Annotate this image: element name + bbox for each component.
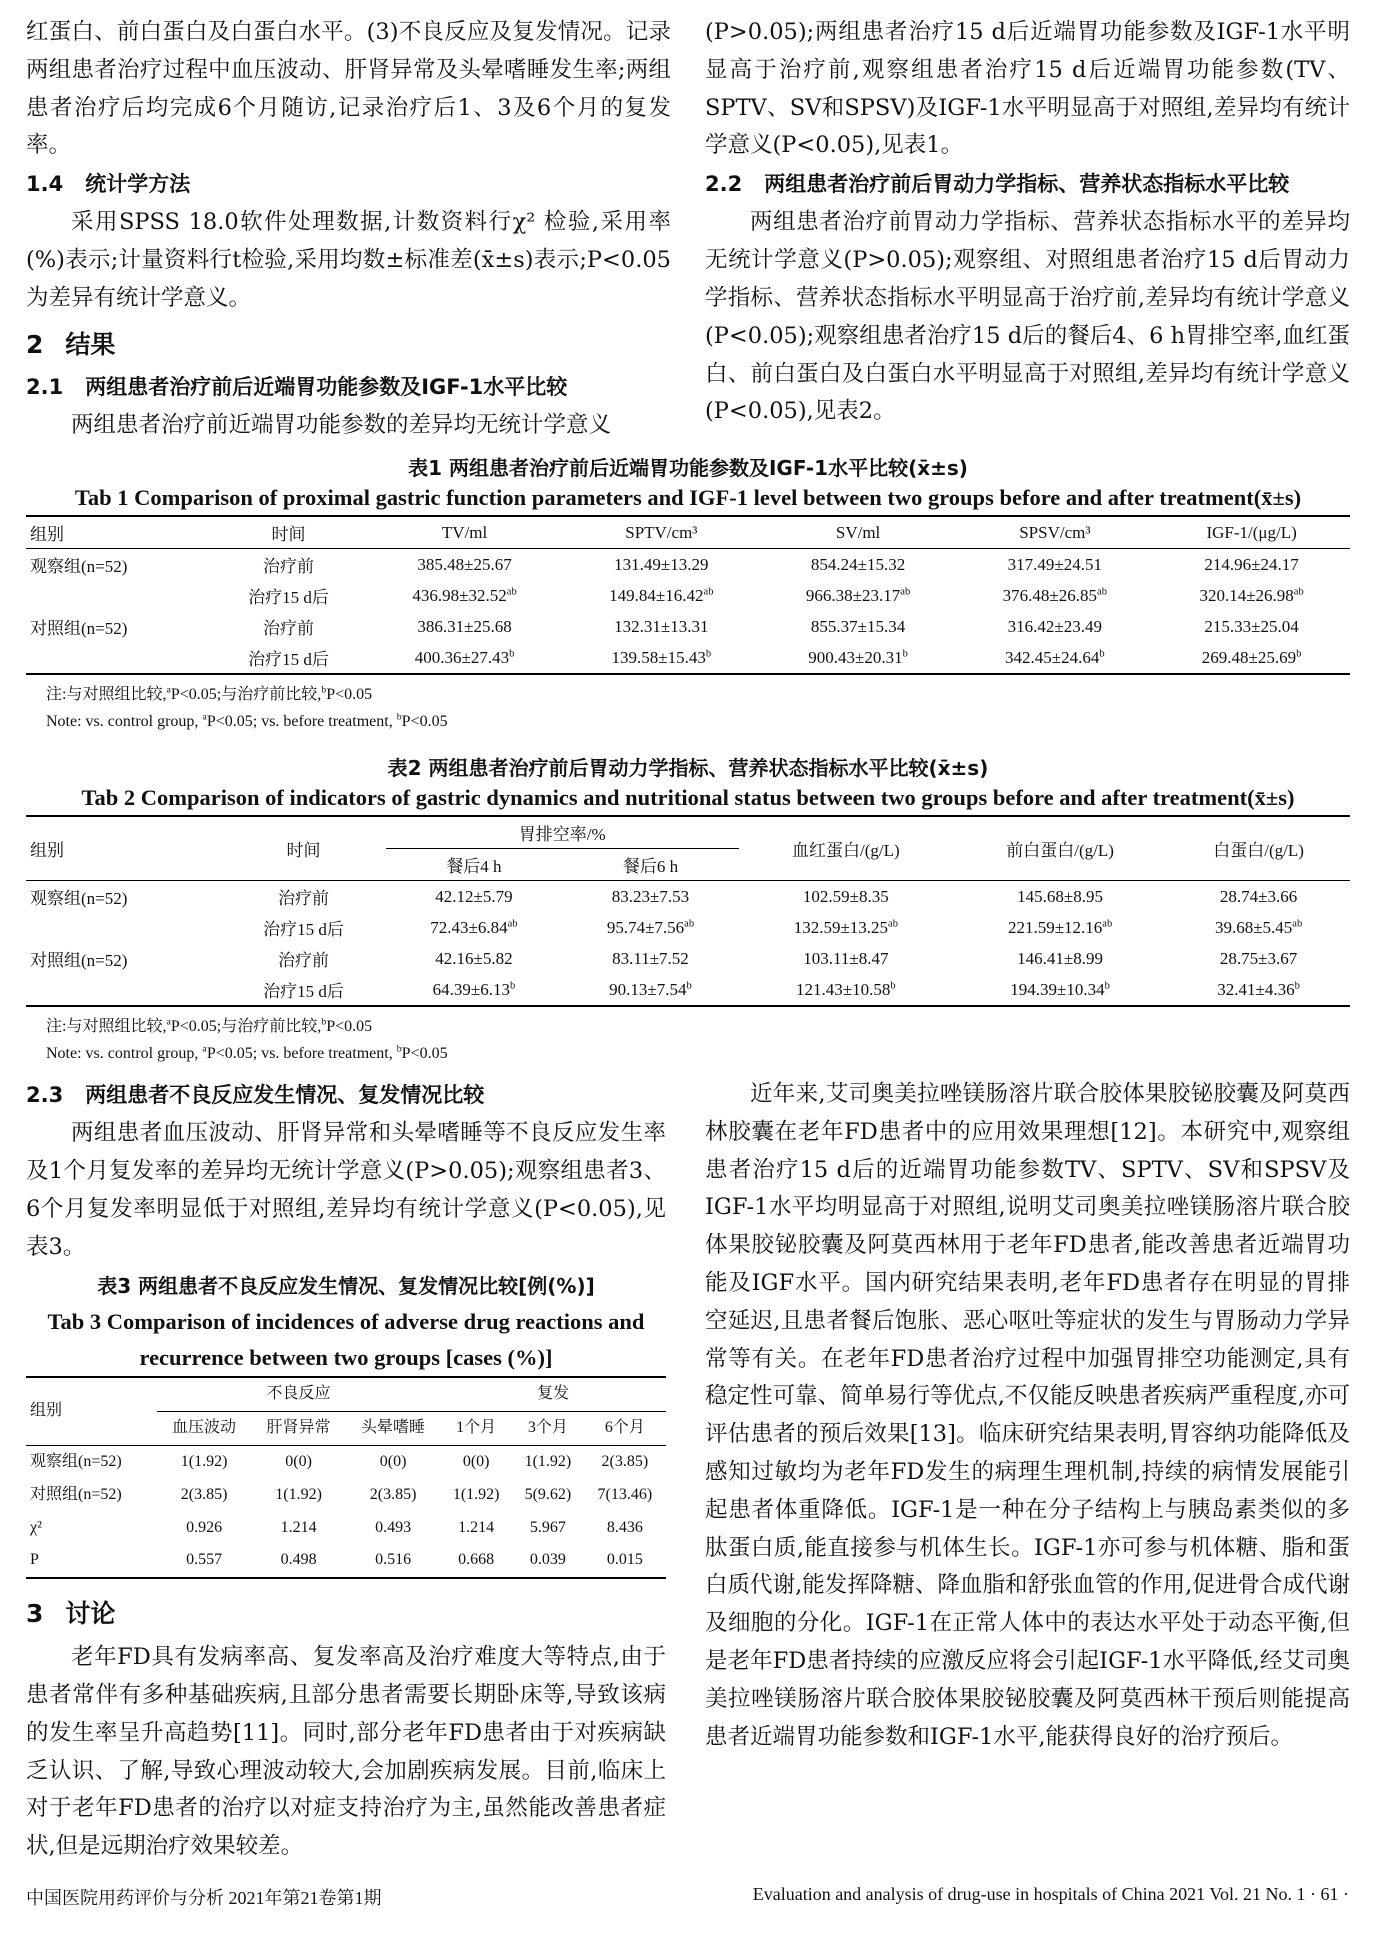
column-header: 6个月	[584, 1411, 666, 1445]
paragraph: 两组患者治疗前近端胃功能参数的差异均无统计学意义	[71, 412, 612, 439]
value-cell	[563, 580, 760, 611]
value-cell	[956, 642, 1153, 674]
value-cell	[739, 881, 953, 913]
note-text: 注:与对照组比较,	[46, 1018, 167, 1035]
paragraph: (P>0.05);两组患者治疗15 d后近端胃功能参数及IGF-1水平明显高于治疗前,观察组患者治疗15 d后近端胃功能参数(TV、SPTV、SV和SPSV)及IGF-1水平明显高于对照组,差异均有统计学意义(P<0.05),见表1。	[705, 19, 1350, 159]
value-cell	[386, 912, 563, 943]
section-title: 两组患者治疗前后近端胃功能参数及IGF-1水平比较	[85, 374, 568, 399]
value-cell: 1.214	[458, 1518, 495, 1536]
note-text: P<0.05; vs. before treatment,	[206, 1045, 393, 1063]
value-cell	[760, 580, 957, 611]
value-cell: 0.039	[512, 1544, 584, 1578]
value: 28.74±3.66	[1219, 886, 1298, 906]
table-1-block	[26, 452, 1350, 735]
significance-mark: ab	[1097, 585, 1107, 597]
value-cell	[386, 881, 563, 913]
footer-journal-en: Evaluation and analysis of drug-use in hospitals of China 2021 Vol. 21 No. 1 · 61 ·	[752, 1884, 1349, 1904]
value-cell: 0.498	[251, 1544, 346, 1578]
value-cell	[1167, 912, 1350, 943]
table-caption-cn: 表1 两组患者治疗前后近端胃功能参数及IGF-1水平比较(x̄±s)	[408, 456, 968, 480]
value: 400.36±27.43	[414, 647, 510, 667]
group-cell: 观察组(n=52)	[30, 557, 128, 576]
table-header-row	[26, 1377, 666, 1411]
value-cell: 1(1.92)	[275, 1485, 322, 1503]
value-cell	[739, 943, 953, 974]
value-cell	[562, 943, 739, 974]
section-heading	[26, 370, 671, 405]
section-heading	[26, 1078, 666, 1113]
value: 39.68±5.45	[1214, 917, 1293, 937]
value-cell	[760, 642, 957, 674]
value-cell	[953, 912, 1167, 943]
note-text: Note: vs. control group,	[46, 1045, 199, 1063]
paragraph: 近年来,艾司奥美拉唑镁肠溶片联合胶体果胶铋胶囊及阿莫西林胶囊在老年FD患者中的应用效果理想[12]。本研究中,观察组患者治疗15 d后的近端胃功能参数TV、SPTV、SV和SPSV及IGF-1水平均明显高于对照组,说明艾司奥美拉唑镁肠溶片联合胶体果胶铋胶囊及阿莫西林用于老年FD患者,能改善患者近端胃功能及IGF水平。国内研究结果表明,老年FD患者存在明显的胃排空延迟,且患者餐后饱胀、恶心呕吐等症状的发生与胃肠动力学异常等有关。在老年FD患者治疗过程中加强胃排空功能测定,具有稳定性可靠、简单易行等优点,不仅能反映患者疾病严重程度,亦可评估患者的预后效果[13]。临床研究结果表明,胃容纳功能降低及感知过敏均为老年FD发生的病理生理机制,持续的病情发展能引起患者体重降低。IGF-1是一种在分子结构上与胰岛素类似的多肽蛋白质,能直接参与机体生长。IGF-1亦可参与机体糖、脂和蛋白质代谢,能发挥降糖、降血脂和舒张血管的作用,促进骨合成代谢及细胞的分化。IGF-1在正常人体中的表达水平处于动态平衡,但是老年FD患者持续的应激反应将会引起IGF-1水平降低,经艾司奥美拉唑镁肠溶片联合胶体果胶铋胶囊及阿莫西林干预后则能提高患者近端胃功能参数和IGF-1水平,能获得良好的治疗预后。	[705, 1081, 1350, 1750]
value: 342.45±24.64	[1005, 647, 1100, 667]
section-number: 2.3	[26, 1083, 64, 1107]
note-en	[46, 1040, 1350, 1067]
row-label: 观察组(n=52)	[30, 1452, 122, 1470]
value-cell: 0(0)	[285, 1452, 312, 1470]
significance-mark: ab	[684, 917, 695, 929]
note-cn	[46, 1013, 1350, 1040]
table-row	[26, 1512, 666, 1545]
value-cell: 1(1.92)	[180, 1452, 228, 1470]
value-cell	[760, 549, 957, 581]
value-cell: 8.436	[606, 1518, 643, 1536]
value: 149.84±16.42	[609, 585, 704, 605]
note-mark: a	[202, 711, 207, 723]
value-cell	[953, 943, 1167, 974]
table-header-row	[26, 816, 1350, 849]
table-header-row	[26, 516, 1350, 549]
note-mark: a	[202, 1043, 207, 1055]
value-cell	[1153, 580, 1350, 611]
value-cell: 1(1.92)	[452, 1485, 500, 1503]
value-cell	[956, 580, 1153, 611]
value-cell: 0.926	[186, 1518, 223, 1536]
value-cell	[956, 549, 1153, 581]
significance-mark: b	[890, 979, 896, 991]
table-row	[26, 1445, 666, 1478]
value-cell	[562, 974, 739, 1006]
value: 42.12±5.79	[435, 886, 513, 906]
table-3	[26, 1376, 666, 1579]
value-cell	[386, 974, 563, 1006]
value-cell: 2(3.85)	[180, 1485, 228, 1503]
value: 194.39±10.34	[1010, 979, 1105, 999]
column-header: 头晕嗜睡	[346, 1411, 441, 1445]
value: 83.23±7.53	[611, 886, 690, 906]
note-text: P<0.05	[401, 713, 448, 731]
value: 320.14±26.98	[1199, 585, 1294, 605]
group-cell: 对照组(n=52)	[30, 619, 128, 638]
table-2	[26, 815, 1350, 1007]
table-note	[46, 681, 1350, 735]
row-label: 对照组(n=52)	[30, 1485, 122, 1503]
section-title: 讨论	[65, 1599, 116, 1629]
value: 32.41±4.36	[1217, 979, 1295, 999]
note-mark: b	[396, 1043, 402, 1055]
value-cell: 0.493	[375, 1518, 412, 1536]
section-heading	[26, 167, 671, 202]
group-cell	[26, 580, 211, 611]
value: 72.43±6.84	[430, 917, 508, 937]
note-mark: a	[166, 684, 171, 696]
table-3-block	[26, 1270, 666, 1579]
table-row	[26, 549, 1350, 581]
significance-mark: ab	[506, 585, 517, 597]
table-1	[26, 515, 1350, 675]
column-header: 3个月	[512, 1411, 584, 1445]
value-cell	[1153, 642, 1350, 674]
significance-mark: ab	[507, 917, 518, 929]
significance-mark: b	[1296, 647, 1302, 659]
significance-mark: ab	[1292, 917, 1303, 929]
value-cell	[386, 943, 563, 974]
value-cell	[1167, 943, 1350, 974]
note-text: Note: vs. control group,	[46, 713, 199, 731]
value: 121.43±10.58	[796, 979, 891, 999]
note-text: P<0.05;与治疗前比较,	[170, 1018, 322, 1035]
note-mark: b	[321, 1016, 327, 1028]
value-cell	[739, 912, 953, 943]
table-row	[26, 974, 1350, 1006]
value: 145.68±8.95	[1017, 886, 1103, 906]
value-cell	[956, 611, 1153, 642]
section-number: 2	[26, 329, 44, 359]
value: 132.31±13.31	[614, 616, 709, 636]
note-text: P<0.05;与治疗前比较,	[170, 686, 322, 703]
value: 139.58±15.43	[611, 647, 706, 667]
value: 386.31±25.68	[417, 616, 512, 636]
table-2-block	[26, 752, 1350, 1067]
column-header: SPTV/cm³	[563, 516, 760, 549]
column-header: TV/ml	[366, 516, 563, 549]
value-cell	[563, 611, 760, 642]
value-cell: 7(13.46)	[597, 1485, 653, 1503]
column-header: 胃排空率/%	[386, 816, 739, 849]
column-header: 时间	[221, 816, 385, 881]
section-title: 两组患者不良反应发生情况、复发情况比较	[85, 1083, 485, 1107]
column-header: 肝肾异常	[251, 1411, 346, 1445]
significance-mark: b	[1099, 647, 1105, 659]
value: 385.48±25.67	[417, 554, 512, 574]
significance-mark: b	[1104, 979, 1110, 991]
time-cell: 治疗前	[277, 889, 329, 908]
value: 221.59±12.16	[1007, 917, 1103, 937]
section-heading	[26, 1593, 666, 1635]
value: 269.48±25.69	[1201, 647, 1297, 667]
table-caption-cn: 表3 两组患者不良反应发生情况、复发情况比较[例(%)]	[97, 1274, 595, 1299]
table-row	[26, 1544, 666, 1578]
paragraph: 红蛋白、前白蛋白及白蛋白水平。(3)不良反应及复发情况。记录两组患者治疗过程中血压波动、肝肾异常及头晕嗜睡发生率;两组患者治疗后均完成6个月随访,记录治疗后1、3及6个月的复发率。	[26, 19, 671, 159]
section-number: 2.2	[705, 172, 743, 197]
table-row	[26, 881, 1350, 913]
section-number: 2.1	[26, 374, 64, 399]
value-cell: 2(3.85)	[369, 1485, 417, 1503]
right-column-bottom	[705, 1076, 1350, 1756]
significance-mark: ab	[900, 585, 911, 597]
group-cell	[26, 974, 221, 1006]
value-cell	[953, 881, 1167, 913]
significance-mark: b	[686, 979, 692, 991]
note-text: P<0.05	[401, 1045, 448, 1063]
time-cell: 治疗15 d后	[263, 920, 344, 939]
significance-mark: ab	[1293, 585, 1304, 597]
value-cell: 0.557	[157, 1544, 252, 1578]
table-caption-en: Tab 2 Comparison of indicators of gastric dynamics and nutritional status between two groups before and after treatment(x̄±s)	[81, 785, 1295, 810]
value: 900.43±20.31	[808, 647, 903, 667]
value: 855.37±15.34	[810, 616, 906, 636]
significance-mark: b	[1294, 979, 1300, 991]
value-cell: 5.967	[529, 1518, 566, 1536]
value-cell	[1167, 881, 1350, 913]
table-row	[26, 611, 1350, 642]
section-title: 统计学方法	[85, 172, 191, 197]
group-cell	[26, 912, 221, 943]
significance-mark: b	[902, 647, 908, 659]
table-caption-cn: 表2 两组患者治疗前后胃动力学指标、营养状态指标水平比较(x̄±s)	[387, 756, 989, 780]
footer-journal-cn: 中国医院用药评价与分析 2021年第21卷第1期	[26, 1888, 382, 1908]
column-header: 1个月	[440, 1411, 512, 1445]
value-cell: 0.668	[440, 1544, 512, 1578]
note-text: P<0.05; vs. before treatment,	[206, 713, 393, 731]
time-cell: 治疗15 d后	[248, 588, 329, 607]
value: 215.33±25.04	[1204, 616, 1299, 636]
value: 316.42±23.49	[1007, 616, 1102, 636]
column-header: 餐后4 h	[386, 849, 563, 881]
value: 102.59±8.35	[802, 886, 889, 906]
time-cell: 治疗15 d后	[221, 974, 385, 1006]
column-header: 组别	[26, 1377, 157, 1445]
column-header: 时间	[211, 516, 367, 549]
value: 214.96±24.17	[1204, 554, 1299, 574]
table-caption-en: Tab 1 Comparison of proximal gastric function parameters and IGF-1 level between two groups before and after treatment(x̄±s)	[74, 485, 1302, 510]
table-row	[26, 642, 1350, 674]
value-cell: 5(9.62)	[524, 1485, 572, 1503]
value-cell	[366, 549, 563, 581]
table-row	[26, 943, 1350, 974]
value-cell: 1(1.92)	[524, 1452, 572, 1470]
column-header: SPSV/cm³	[956, 516, 1153, 549]
group-cell	[26, 642, 211, 674]
table-note	[46, 1013, 1350, 1067]
note-text: P<0.05	[326, 1018, 373, 1035]
left-column-top	[26, 14, 671, 445]
section-number: 1.4	[26, 172, 64, 197]
value-cell	[562, 881, 739, 913]
value: 376.48±26.85	[1002, 585, 1098, 605]
significance-mark: b	[509, 647, 515, 659]
right-column-top	[705, 14, 1350, 431]
column-header: IGF-1/(μg/L)	[1153, 516, 1350, 549]
time-cell: 治疗前	[262, 619, 314, 638]
significance-mark: ab	[703, 585, 714, 597]
value-cell	[1153, 549, 1350, 581]
value-cell	[739, 974, 953, 1006]
column-header: 血压波动	[157, 1411, 252, 1445]
table-row	[26, 580, 1350, 611]
value-cell	[953, 974, 1167, 1006]
value-cell: 2(3.85)	[601, 1452, 649, 1470]
note-mark: a	[166, 1016, 171, 1028]
section-heading	[705, 167, 1350, 202]
value-cell: 0.015	[584, 1544, 666, 1578]
value-cell	[1167, 974, 1350, 1006]
significance-mark: ab	[888, 917, 898, 929]
time-cell: 治疗前	[277, 951, 329, 970]
value: 28.75±3.67	[1219, 948, 1298, 968]
time-cell: 治疗15 d后	[211, 642, 367, 674]
group-cell: 对照组(n=52)	[30, 951, 128, 970]
significance-mark: b	[509, 979, 516, 991]
value-cell	[563, 549, 760, 581]
value-cell: 0.516	[346, 1544, 441, 1578]
table-row	[26, 912, 1350, 943]
value: 90.13±7.54	[609, 979, 687, 999]
value: 131.49±13.29	[614, 554, 709, 574]
value: 966.38±23.17	[805, 585, 901, 605]
column-header: SV/ml	[760, 516, 957, 549]
value-cell	[366, 642, 563, 674]
value-cell: 0(0)	[379, 1452, 407, 1470]
column-header: 组别	[26, 816, 221, 881]
column-header: 餐后6 h	[562, 849, 739, 881]
value: 436.98±32.52	[412, 585, 507, 605]
value: 854.24±15.32	[810, 554, 906, 574]
note-mark: b	[396, 711, 402, 723]
value-cell	[563, 642, 760, 674]
section-heading	[26, 324, 671, 366]
column-header: 不良反应	[157, 1377, 441, 1411]
value: 64.39±6.13	[432, 979, 510, 999]
value: 83.11±7.52	[612, 948, 689, 968]
row-label: χ²	[30, 1518, 42, 1536]
significance-mark: ab	[1102, 917, 1113, 929]
section-title: 两组患者治疗前后胃动力学指标、营养状态指标水平比较	[764, 172, 1290, 197]
value-cell	[366, 580, 563, 611]
significance-mark: b	[705, 647, 712, 659]
note-en	[46, 708, 1350, 735]
table-row	[26, 1479, 666, 1512]
table-caption-en: Tab 3 Comparison of incidences of adverse drug reactions and recurrence between two groups [cases (%)]	[47, 1309, 645, 1371]
column-header: 前白蛋白/(g/L)	[953, 816, 1167, 881]
paragraph: 两组患者血压波动、肝肾异常和头晕嗜睡等不良反应发生率及1个月复发率的差异均无统计学意义(P>0.05);观察组患者3、6个月复发率明显低于对照组,差异均有统计学意义(P<0.05),见表3。	[26, 1120, 666, 1260]
column-header: 复发	[440, 1377, 666, 1411]
value: 132.59±13.25	[793, 917, 889, 937]
column-header: 白蛋白/(g/L)	[1167, 816, 1350, 881]
note-mark: b	[321, 684, 327, 696]
value-cell	[562, 912, 739, 943]
section-number: 3	[26, 1599, 44, 1629]
value-cell: 1.214	[280, 1518, 317, 1536]
note-cn	[46, 681, 1350, 708]
value: 317.49±24.51	[1007, 554, 1102, 574]
note-text: P<0.05	[326, 686, 373, 703]
value: 95.74±7.56	[606, 917, 685, 937]
paragraph: 采用SPSS 18.0软件处理数据,计数资料行χ² 检验,采用率(%)表示;计量资料行t检验,采用均数±标准差(x̄±s)表示;P<0.05为差异有统计学意义。	[26, 209, 671, 312]
paragraph: 两组患者治疗前胃动力学指标、营养状态指标水平的差异均无统计学意义(P>0.05);观察组、对照组患者治疗15 d后胃动力学指标、营养状态指标水平明显高于治疗前,差异均有统计学意义(P<0.05);观察组患者治疗15 d后的餐后4、6 h胃排空率,血红蛋白、前白蛋白及白蛋白水平明显高于对照组,差异均有统计学意义(P<0.05),见表2。	[705, 209, 1350, 425]
section-title: 结果	[65, 329, 116, 359]
value-cell	[366, 611, 563, 642]
value: 146.41±8.99	[1017, 948, 1103, 968]
value-cell	[760, 611, 957, 642]
left-column-bottom	[26, 1076, 666, 1866]
time-cell: 治疗前	[262, 557, 314, 576]
value-cell: 0(0)	[462, 1452, 490, 1470]
column-header: 血红蛋白/(g/L)	[739, 816, 953, 881]
value: 103.11±8.47	[803, 948, 889, 968]
row-label: P	[26, 1544, 157, 1578]
value: 42.16±5.82	[435, 948, 513, 968]
group-cell: 观察组(n=52)	[30, 889, 128, 908]
note-text: 注:与对照组比较,	[46, 686, 167, 703]
value-cell	[1153, 611, 1350, 642]
paragraph: 老年FD具有发病率高、复发率高及治疗难度大等特点,由于患者常伴有多种基础疾病,且部分患者需要长期卧床等,导致该病的发生率呈升高趋势[11]。同时,部分老年FD患者由于对疾病缺乏认识、了解,导致心理波动较大,会加剧疾病发展。目前,临床上对于老年FD患者的治疗以对症支持治疗为主,虽然能改善患者症状,但是远期治疗效果较差。	[26, 1644, 666, 1860]
column-header: 组别	[26, 516, 211, 549]
